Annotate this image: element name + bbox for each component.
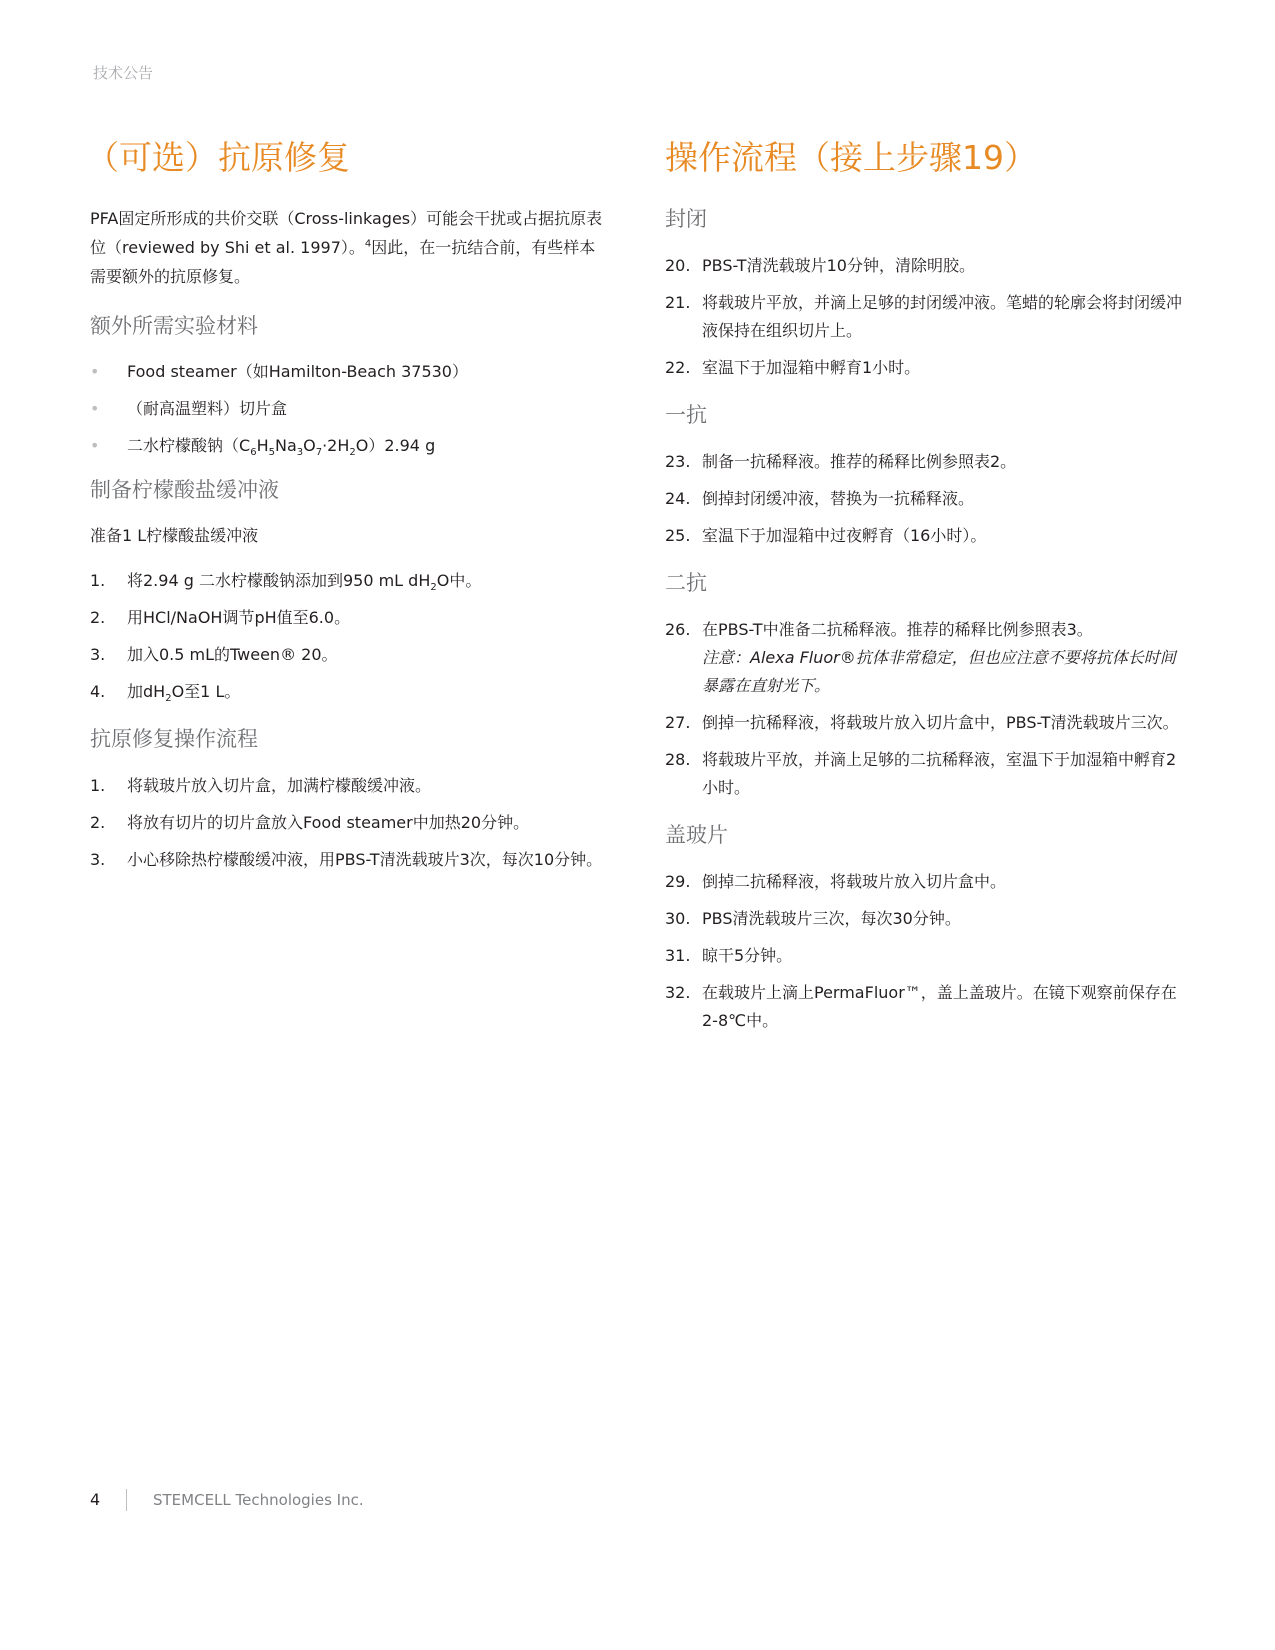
list-item: 2. 将放有切片的切片盒放入Food steamer中加热20分钟。: [90, 813, 530, 832]
note-text: 注意：Alexa Fluor®抗体非常稳定，但也应注意不要将抗体长时间暴露在直射光下。: [702, 648, 1176, 695]
list-item: 3. 加入0.5 mL的Tween® 20。: [90, 645, 338, 664]
left-column: [86, 138, 610, 892]
list-item: • Food steamer（如Hamilton-Beach 37530）: [90, 359, 610, 385]
section-title-procedure: 操作流程（接上步骤19）: [665, 138, 1037, 177]
list-item: 25. 室温下于加湿箱中过夜孵育（16小时）。: [665, 526, 987, 545]
company-name: STEMCELL Technologies Inc.: [153, 1491, 364, 1509]
bullet-icon: •: [90, 436, 100, 455]
primary-antibody-heading: 一抗: [665, 403, 707, 427]
materials-heading: 额外所需实验材料: [90, 314, 258, 338]
coverslip-heading: 盖玻片: [665, 823, 728, 847]
list-item: 20. PBS-T清洗载玻片10分钟，清除明胶。: [665, 256, 975, 275]
list-item: 22. 室温下于加湿箱中孵育1小时。: [665, 358, 921, 377]
list-item: 32. 在载玻片上滴上PermaFluor™，盖上盖玻片。在镜下观察前保存在2-8℃中。: [665, 983, 1177, 1030]
list-item: 30. PBS清洗载玻片三次，每次30分钟。: [665, 909, 961, 928]
list-item: 26. 在PBS-T中准备二抗稀释液。推荐的稀释比例参照表3。 注意：Alexa Fluor®抗体非常稳定，但也应注意不要将抗体长时间暴露在直射光下。: [665, 616, 1185, 700]
list-item: 21. 将载玻片平放，并滴上足够的封闭缓冲液。笔蜡的轮廓会将封闭缓冲液保持在组织切片上。: [665, 293, 1183, 340]
materials-list: [90, 359, 610, 459]
list-item: • 二水柠檬酸钠$(C_6H_5Na_3O_7\cdot 2H_2O)2.94$ g: [90, 433, 610, 459]
list-item: 23. 制备一抗稀释液。推荐的稀释比例参照表2。: [665, 452, 1017, 471]
list-item: 1. 将2.94 g 二水柠檬酸钠添加到950 mL $dH_2O$中。: [90, 571, 482, 594]
list-item: • （耐高温塑料）切片盒: [90, 396, 610, 422]
secondary-antibody-heading: 二抗: [665, 571, 707, 595]
primary-antibody-steps: [665, 448, 1185, 550]
buffer-prep-text: 准备1 L柠檬酸盐缓冲液: [90, 526, 259, 545]
bullet-icon: •: [90, 399, 100, 418]
running-header: 技术公告: [93, 64, 154, 82]
secondary-antibody-steps: [665, 616, 1185, 802]
list-item: 24. 倒掉封闭缓冲液，替换为一抗稀释液。: [665, 489, 975, 508]
retrieval-heading: 抗原修复操作流程: [90, 727, 258, 751]
page-number: 4: [90, 1490, 101, 1509]
list-item: 27. 倒掉一抗稀释液，将载玻片放入切片盒中，PBS-T清洗载玻片三次。: [665, 713, 1179, 732]
list-item: 3. 小心移除热柠檬酸缓冲液，用PBS-T清洗载玻片3次，每次10分钟。: [90, 850, 603, 869]
list-item: 4. 加$dH_2O$至1 L。: [90, 682, 241, 705]
list-item: 2. 用HCl/NaOH调节pH值至6.0。: [90, 608, 351, 627]
intro-paragraph: PFA固定所形成的共价交联（Cross-linkages）可能会干扰或占据抗原表位（reviewed by Shi et al. 1997）。$^4$因此，在一抗结合前，有些样本需要额外的抗原修复。: [90, 209, 603, 286]
buffer-heading: 制备柠檬酸盐缓冲液: [90, 478, 279, 502]
list-item: 31. 晾干5分钟。: [665, 946, 793, 965]
bullet-icon: •: [90, 362, 100, 381]
blocking-heading: 封闭: [665, 207, 707, 231]
list-item: 29. 倒掉二抗稀释液，将载玻片放入切片盒中。: [665, 872, 1007, 891]
blocking-steps: [665, 252, 1185, 382]
footer-divider: [126, 1489, 127, 1511]
section-title-antigen-retrieval: （可选）抗原修复: [86, 138, 350, 177]
right-column: [665, 138, 1185, 1053]
list-item: 1. 将载玻片放入切片盒，加满柠檬酸缓冲液。: [90, 776, 432, 795]
list-item: 28. 将载玻片平放，并滴上足够的二抗稀释液，室温下于加湿箱中孵育2小时。: [665, 750, 1177, 797]
buffer-steps: [90, 567, 610, 706]
coverslip-steps: [665, 868, 1185, 1035]
retrieval-steps: [90, 772, 610, 874]
citation-marker: 4: [364, 238, 372, 250]
